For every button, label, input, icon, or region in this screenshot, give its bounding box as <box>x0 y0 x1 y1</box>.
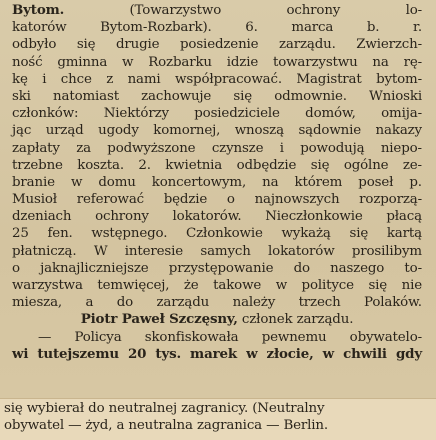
word: kę <box>12 71 28 87</box>
lines-line-7 <box>12 105 422 122</box>
word: ze- <box>402 157 422 173</box>
word: o <box>12 260 20 276</box>
word: zarządu <box>156 295 210 311</box>
word: Polaków. <box>364 295 422 311</box>
word: Niektórzy <box>103 106 169 122</box>
word: r. <box>413 20 422 36</box>
lines-line-10 <box>12 157 422 174</box>
word: będzie <box>163 192 208 208</box>
word: tys. <box>155 345 181 362</box>
lines-line-18 <box>12 294 422 311</box>
word: czynsze <box>211 140 264 156</box>
word: sądownie <box>298 123 362 139</box>
lines-line-12 <box>12 191 422 208</box>
word: kwietnia <box>165 157 223 173</box>
word: nie <box>401 278 422 293</box>
word: się <box>310 157 330 173</box>
word: natomiast <box>53 88 119 104</box>
word: naszego <box>330 260 385 276</box>
word: najnowszych <box>254 192 340 208</box>
word: (Towarzystwo <box>129 3 222 18</box>
word: w <box>246 345 258 362</box>
lines-line-5 <box>12 71 422 88</box>
strip-line-1: się wybierał do neutralnej zagranicy. (Neutralny <box>4 401 325 416</box>
word: ski <box>12 88 31 104</box>
word: skonfiskowała <box>144 329 239 345</box>
word: gminna <box>57 54 108 70</box>
word: trzebne <box>12 157 63 173</box>
signature-line <box>12 311 422 328</box>
word: 20 <box>128 345 147 362</box>
word: w <box>322 345 335 362</box>
word: Musioł <box>12 192 57 208</box>
word: drugie <box>115 37 160 53</box>
word: Bytom. <box>12 2 65 18</box>
word: się <box>233 88 253 104</box>
word: posiedzenie <box>180 37 259 53</box>
word: Rozbarku <box>148 54 212 70</box>
word: odbędzie <box>236 157 297 173</box>
word: należy <box>232 295 276 311</box>
word: zachowuje <box>141 88 212 104</box>
word: do <box>116 295 134 311</box>
word: nakazy <box>375 123 422 139</box>
word: a <box>85 295 94 311</box>
word: p. <box>409 174 422 190</box>
word: polityce <box>301 278 354 293</box>
word: takowe <box>213 278 262 293</box>
word: gdy <box>395 345 422 362</box>
lines-line-16 <box>12 260 422 277</box>
lines-line-14 <box>12 225 422 242</box>
word: odmownie. <box>274 88 347 104</box>
word: i <box>279 140 284 156</box>
word: członków: <box>12 106 79 122</box>
word: do <box>293 260 310 276</box>
word: lokatorów <box>268 243 335 259</box>
word: trzech <box>298 295 341 311</box>
word: jaknajliczniejsze <box>40 260 149 276</box>
word: rozporzą- <box>359 192 422 208</box>
word: w <box>122 54 134 70</box>
word: powodują <box>300 140 365 156</box>
word: współpracować. <box>175 71 282 87</box>
word: z <box>106 71 114 87</box>
lines-line-9 <box>12 140 422 157</box>
second_para-line-1 <box>12 329 422 346</box>
word: domu <box>98 174 136 190</box>
word: tutejszemu <box>37 345 119 362</box>
lines-line-1 <box>12 2 422 19</box>
word: urząd <box>45 123 84 139</box>
word: ugody <box>98 123 139 139</box>
word: komornej, <box>153 123 221 139</box>
word: ogólne <box>343 157 389 173</box>
word: przystępowanie <box>168 260 274 276</box>
word: — <box>38 329 52 345</box>
word: prosilibym <box>351 243 422 259</box>
word: którem <box>294 174 343 190</box>
word: ochrony <box>286 3 341 18</box>
word: Magistrat <box>296 71 362 87</box>
word: Członkowie <box>186 226 263 242</box>
word: niepo- <box>380 140 422 156</box>
word: W <box>93 243 108 259</box>
word: i <box>42 71 47 87</box>
word: wi <box>12 345 29 362</box>
word: pewnemu <box>261 329 327 345</box>
word: branie <box>12 174 55 190</box>
word: się <box>76 37 96 53</box>
signature-role: członek zarządu. <box>237 312 354 328</box>
word: lo- <box>405 3 422 18</box>
word: bytom- <box>376 71 422 87</box>
word: rę- <box>403 54 422 70</box>
word: chwili <box>343 345 387 362</box>
word: warzystwa <box>12 278 83 293</box>
word: domów, <box>305 106 356 122</box>
word: wstępnego. <box>91 226 168 242</box>
lines-line-4 <box>12 54 422 71</box>
word: zapłaty <box>12 140 60 156</box>
word: 6. <box>245 20 258 36</box>
lines-line-13 <box>12 208 422 225</box>
word: miesza, <box>12 295 63 311</box>
word: 25 <box>12 226 29 242</box>
word: katorów <box>12 20 67 36</box>
word: samych <box>200 243 251 259</box>
second_para-line-2 <box>12 346 422 363</box>
word: interesie <box>124 243 184 259</box>
word: 2. <box>138 157 151 173</box>
word: marca <box>291 20 334 36</box>
signature-name: Piotr Paweł Szczęsny, <box>80 311 238 328</box>
word: koncertowym, <box>151 174 247 190</box>
word: Wnioski <box>369 88 422 104</box>
word: to- <box>404 260 422 276</box>
word: ność <box>12 54 43 70</box>
word: płatniczą. <box>12 243 77 259</box>
word: fen. <box>47 226 73 242</box>
word: koszta. <box>77 157 124 173</box>
word: poseł <box>358 174 394 190</box>
lines-line-11 <box>12 174 422 191</box>
word: płacą <box>386 209 422 225</box>
word: w <box>70 174 83 190</box>
strip-text <box>0 400 436 434</box>
lines-line-3 <box>12 36 422 53</box>
word: złocie, <box>266 345 314 362</box>
word: referować <box>76 192 144 208</box>
lines-line-15 <box>12 243 422 260</box>
lines-line-8 <box>12 122 422 139</box>
word: w <box>275 278 287 293</box>
word: na <box>262 174 279 190</box>
word: posiedziciele <box>194 106 280 122</box>
word: odbyło <box>12 37 57 53</box>
lines-line-17 <box>12 277 422 294</box>
word: podwyższone <box>107 140 196 156</box>
lines-line-2 <box>12 19 422 36</box>
word: idzie <box>226 54 259 70</box>
strip-line-2: obywatel — żyd, a neutralna zagranica — Berlin. <box>4 418 329 434</box>
word: nami <box>127 71 161 87</box>
word: omija- <box>381 106 422 122</box>
word: zarządu. <box>278 37 336 53</box>
word: się <box>349 226 369 242</box>
word: lokatorów. <box>172 209 242 225</box>
word: jąc <box>12 123 32 139</box>
word: b. <box>366 20 380 36</box>
word: wykażą <box>281 226 331 242</box>
word: Bytom-Rozbark). <box>100 20 212 36</box>
word: chce <box>60 71 92 87</box>
word: towarzystwu <box>272 54 358 70</box>
word: temwięcej, <box>97 278 170 293</box>
word: za <box>76 140 91 156</box>
word: Nieczłonkowie <box>265 209 363 225</box>
word: że <box>183 278 199 293</box>
word: ochrony <box>95 209 149 225</box>
word: Policya <box>74 329 122 345</box>
word: o <box>226 192 235 208</box>
word: wnoszą <box>234 123 284 139</box>
word: Zwierzch- <box>356 37 422 53</box>
word: na <box>372 54 389 70</box>
word: marek <box>190 345 237 362</box>
word: się <box>368 278 388 293</box>
lines-line-6 <box>12 88 422 105</box>
word: obywatelo- <box>349 329 422 345</box>
word: dzeniach <box>12 209 72 225</box>
word: kartą <box>386 226 422 242</box>
